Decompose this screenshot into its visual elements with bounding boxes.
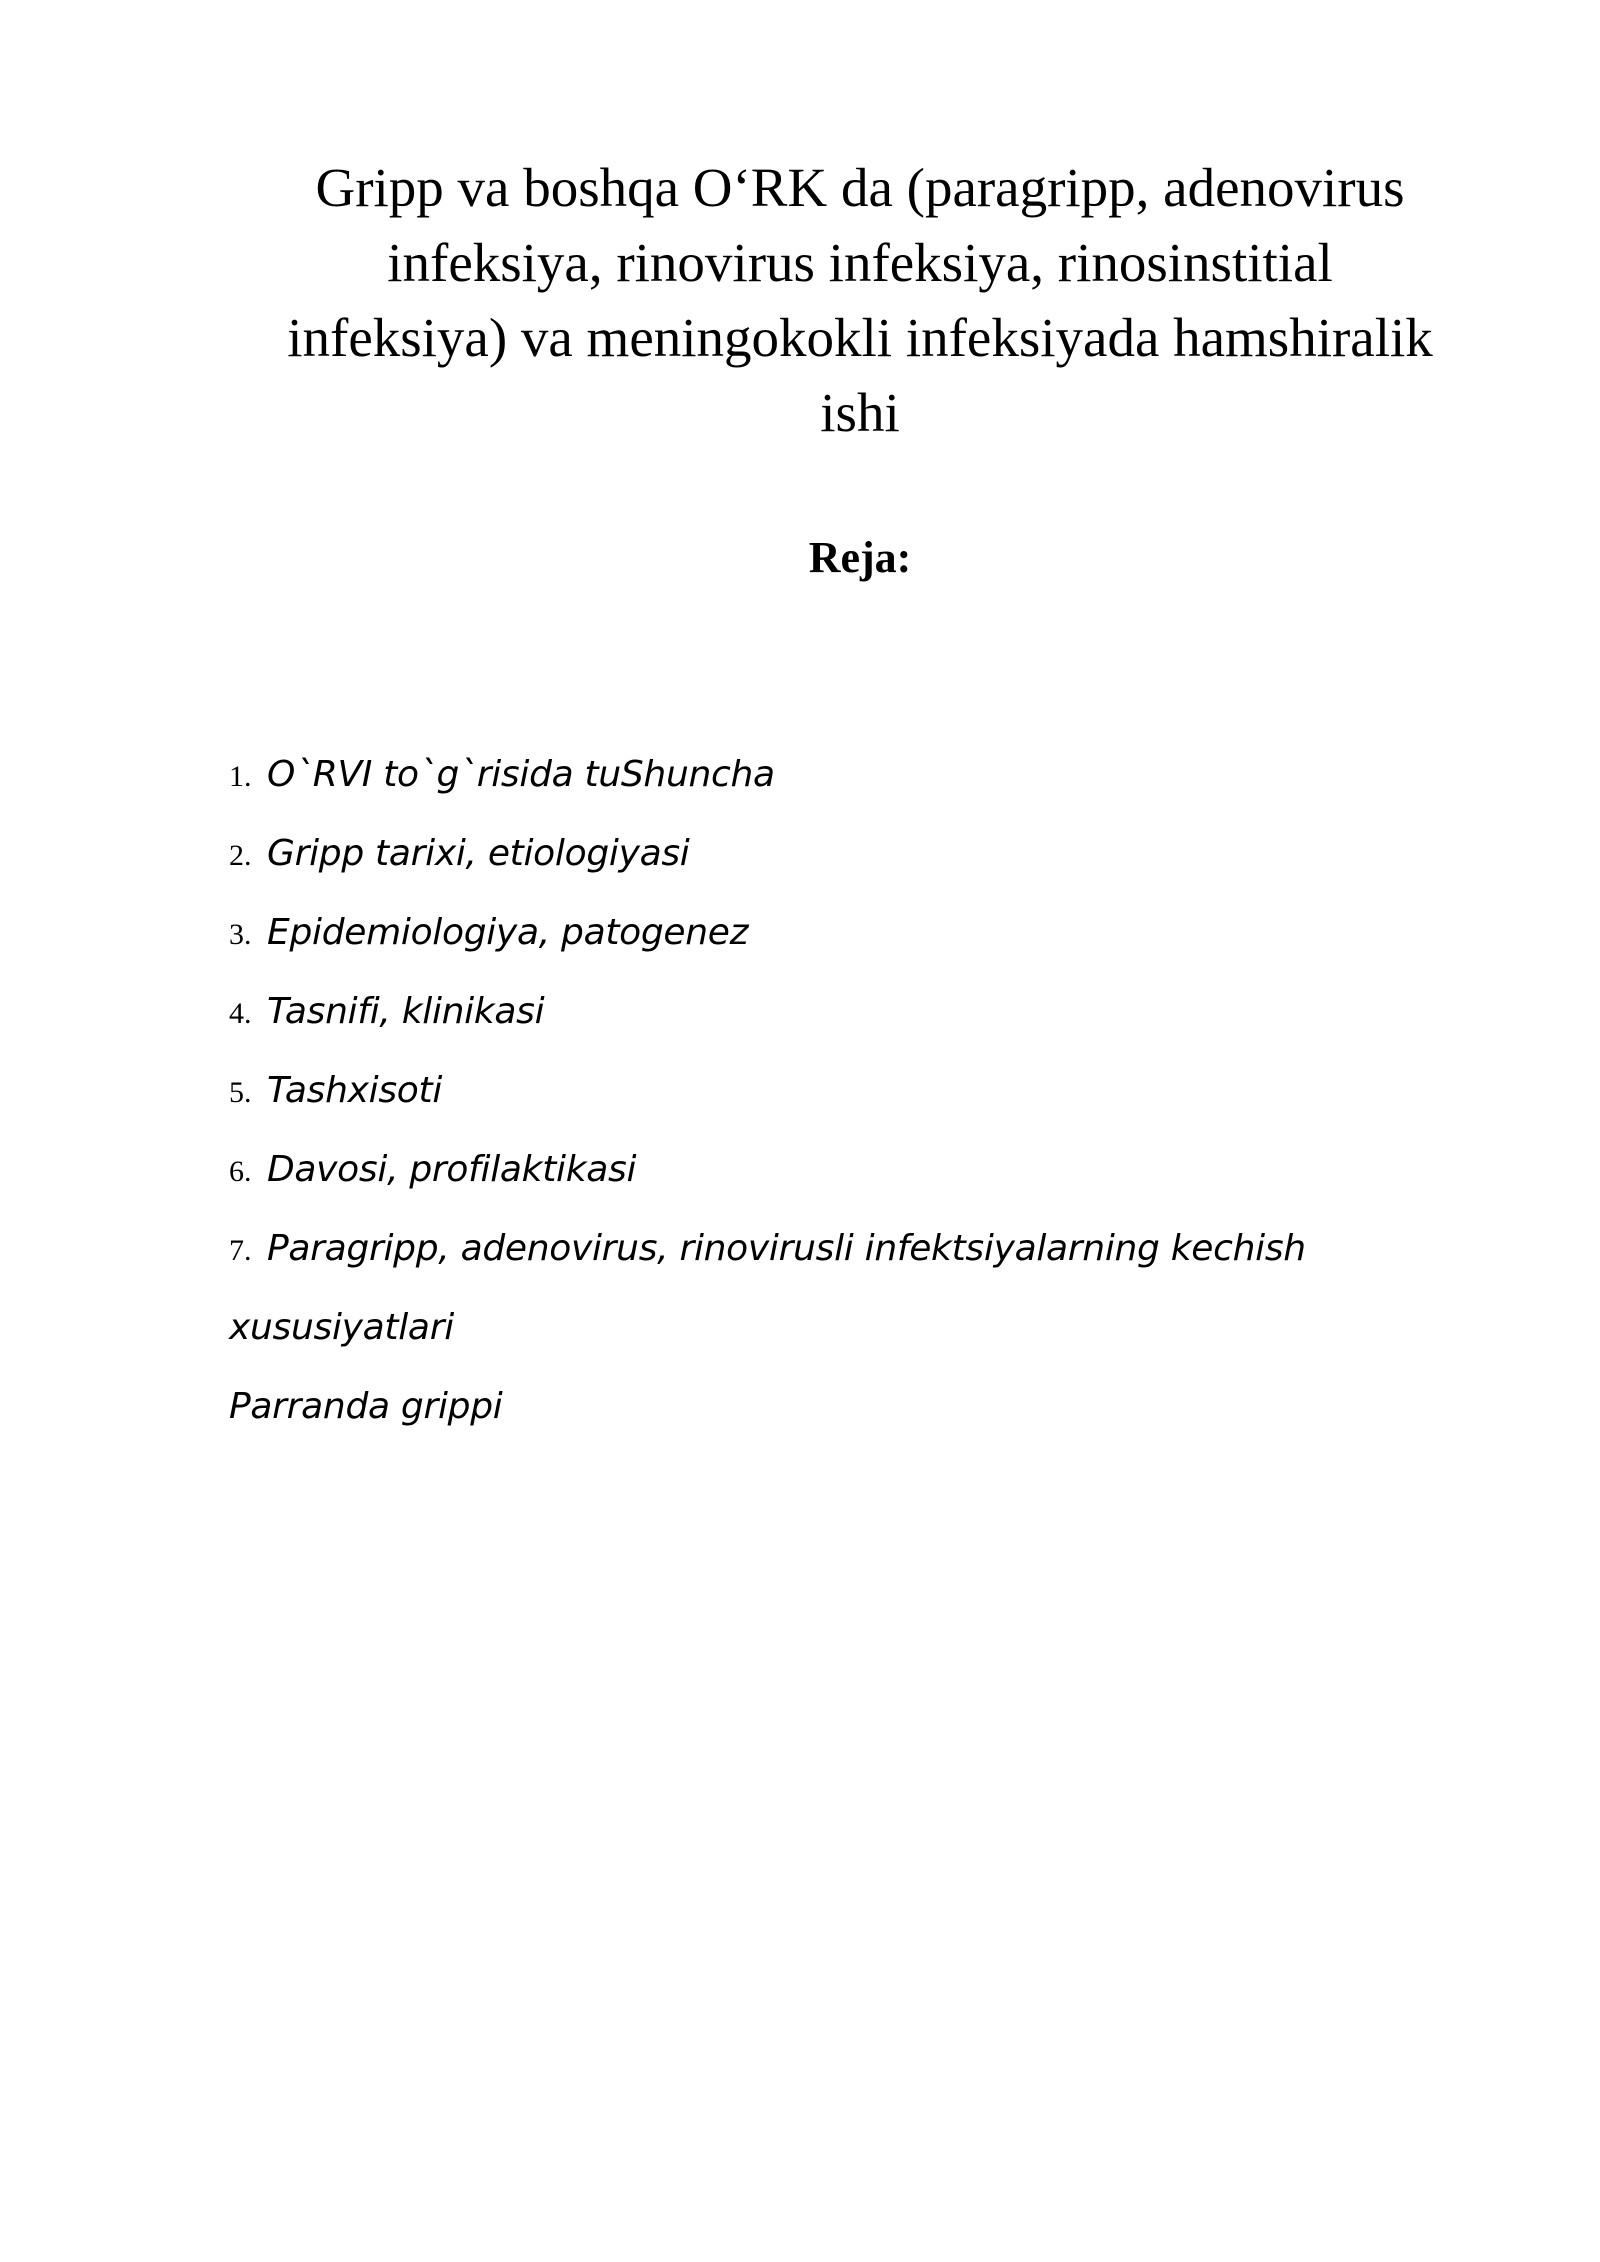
plan-item [229, 982, 1306, 1061]
plan-item [229, 1061, 1306, 1140]
plan-item [229, 824, 1306, 903]
plan-item-number: 7. [229, 1234, 252, 1267]
plan-item-number: 4. [229, 997, 252, 1030]
plan-trailing-line: Parranda grippi [229, 1386, 503, 1427]
title-line: Gripp va boshqa O‘RK da (paragripp, adenovirus [315, 157, 1405, 218]
plan-item [229, 903, 1306, 982]
title-line: infeksiya, rinovirus infeksiya, rinosinstitial [387, 232, 1333, 293]
plan-item-continuation: xususiyatlari [229, 1307, 454, 1348]
document-title [200, 150, 1520, 450]
plan-item-text: Davosi, profilaktikasi [267, 1149, 637, 1190]
plan-heading: Reja: [808, 533, 912, 582]
title-line: infeksiya) va meningokokli infeksiyada hamshiralik [287, 307, 1433, 368]
plan-item [229, 1219, 1306, 1298]
plan-item-number: 3. [229, 918, 252, 951]
plan-item-text: Tashxisoti [267, 1070, 443, 1111]
plan-item-text: O`RVI to`g`risida tuShuncha [267, 754, 775, 795]
plan-item [229, 1140, 1306, 1219]
plan-list [229, 745, 1306, 1298]
plan-item-text: Tasnifi, klinikasi [267, 991, 545, 1032]
plan-item [229, 745, 1306, 824]
plan-item-text: Paragripp, adenovirus, rinovirusli infektsiyalarning kechish [267, 1228, 1306, 1269]
plan-item-number: 6. [229, 1155, 252, 1188]
plan-item-text: Gripp tarixi, etiologiyasi [267, 833, 690, 874]
plan-item-number: 2. [229, 839, 252, 872]
plan-item-number: 1. [229, 760, 252, 793]
title-line: ishi [820, 382, 900, 443]
plan-item-text: Epidemiologiya, patogenez [267, 912, 749, 953]
plan-item-number: 5. [229, 1076, 252, 1109]
